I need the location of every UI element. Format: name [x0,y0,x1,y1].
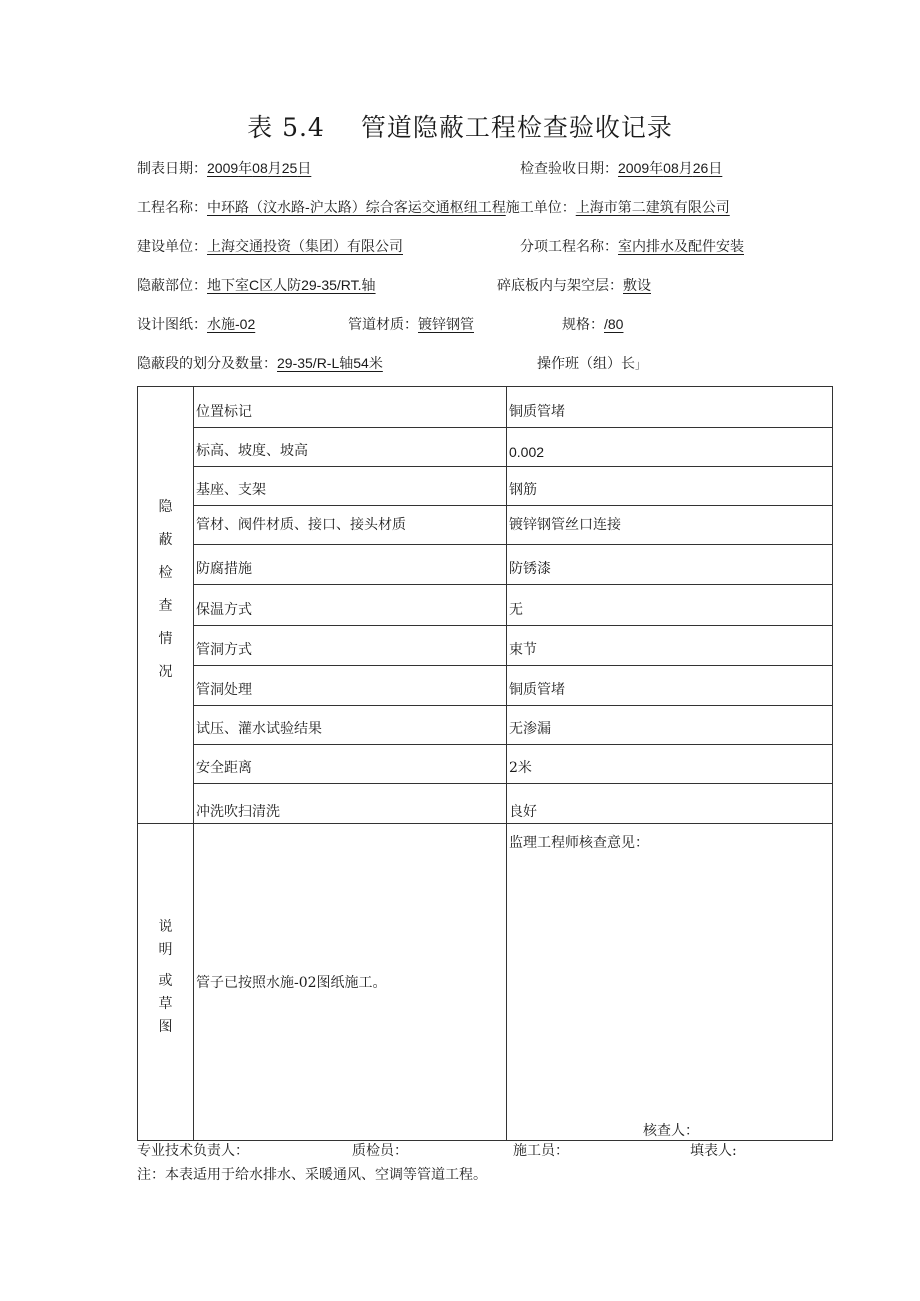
row-value: 铜质管堵 [507,387,833,428]
table-row [138,824,833,1141]
material-row [348,314,474,334]
supervisor-opinion-title: 监理工程师核查意见： [509,835,649,851]
layer-row [497,275,651,295]
row-label: 冲洗吹扫清洗 [194,784,507,824]
row-label: 位置标记 [194,387,507,428]
supervisor-opinion-cell [507,824,833,1141]
table-row [138,545,833,585]
row-value: 无 [507,585,833,626]
check-date-label: 检查验收日期： [520,161,618,177]
hidden-inspection-side-label: 隐 蔽 检 查 情 况 [138,387,194,824]
footnote: 注：本表适用于给水排水、采暖通风、空调等管道工程。 [137,1167,487,1183]
location-value: 地下室C区人防29-35/RT.轴 [207,277,376,293]
table-row [138,387,833,428]
page-title [0,108,920,144]
row-label: 基座、支架 [194,467,507,506]
project-label: 工程名称： [137,200,207,216]
row-value: 良好 [507,784,833,824]
section-label: 隐蔽段的划分及数量： [137,356,277,372]
spec-row [562,314,623,334]
team-row [537,353,646,373]
row-label: 管洞方式 [194,626,507,666]
location-row [137,275,376,295]
row-value: 钢筋 [507,467,833,506]
row-value: 0.002 [507,428,833,467]
owner-row [137,236,403,256]
check-date-value: 2009年08月26日 [618,160,723,176]
subproject-row [520,236,744,256]
contractor-label: 施工单位： [505,200,576,216]
row-value: 束节 [507,626,833,666]
make-date-row [137,158,311,178]
description-text: 管子已按照水施-02图纸施工。 [194,824,507,1141]
location-label: 隐蔽部位： [137,278,207,294]
checker-label: 核查人： [643,1123,699,1139]
layer-value: 敷设 [623,278,651,294]
notes-side-label: 说 明 或 草 图 [138,824,194,1141]
row-label: 试压、灌水试验结果 [194,706,507,745]
team-value: 」 [635,358,646,371]
row-label: 防腐措施 [194,545,507,585]
inspection-table [137,386,833,1141]
owner-label: 建设单位： [137,239,207,255]
table-row [138,626,833,666]
project-value: 中环路（汶水路-沪太路）综合客运交通枢纽工程 [207,200,506,216]
row-value: 铜质管堵 [507,666,833,706]
qc-label: 质检员： [352,1143,408,1159]
table-row [138,706,833,745]
row-label: 安全距离 [194,745,507,784]
project-row [137,197,730,217]
section-row [137,353,383,373]
table-row [138,585,833,626]
drawing-value: 水施-02 [207,316,256,332]
table-number: 表 5.4 [247,113,325,142]
tech-lead-label: 专业技术负责人： [137,1143,249,1159]
spec-value: /80 [604,316,624,332]
table-row [138,428,833,467]
check-date-row [520,158,722,178]
title-text: 管道隐蔽工程检查验收记录 [360,113,673,142]
make-date-value: 2009年08月25日 [207,160,312,176]
row-value: 镀锌钢管丝口连接 [507,506,833,545]
subproject-value: 室内排水及配件安装 [618,239,744,255]
subproject-label: 分项工程名称： [520,239,618,255]
table-row [138,666,833,706]
row-label: 保温方式 [194,585,507,626]
section-value: 29-35/R-L轴54米 [277,355,383,371]
table-row [138,467,833,506]
row-value: 2米 [507,745,833,784]
table-row [138,506,833,545]
drawing-row [137,314,255,334]
contractor-value: 上海市第二建筑有限公司 [575,200,730,216]
row-value: 无渗漏 [507,706,833,745]
make-date-label: 制表日期： [137,161,207,177]
spec-label: 规格： [562,317,604,333]
team-label: 操作班（组）长 [537,356,635,372]
drawing-label: 设计图纸： [137,317,207,333]
layer-label: 碎底板内与架空层： [497,278,623,294]
row-value: 防锈漆 [507,545,833,585]
owner-value: 上海交通投资（集团）有限公司 [207,239,403,255]
table-row [138,745,833,784]
row-label: 标高、坡度、坡高 [194,428,507,467]
filler-label: 填表人: [690,1143,737,1159]
row-label: 管洞处理 [194,666,507,706]
table-row [138,784,833,824]
row-label: 管材、阀件材质、接口、接头材质 [194,506,507,545]
material-value: 镀锌钢管 [418,317,474,333]
worker-label: 施工员： [513,1143,569,1159]
material-label: 管道材质： [348,317,418,333]
